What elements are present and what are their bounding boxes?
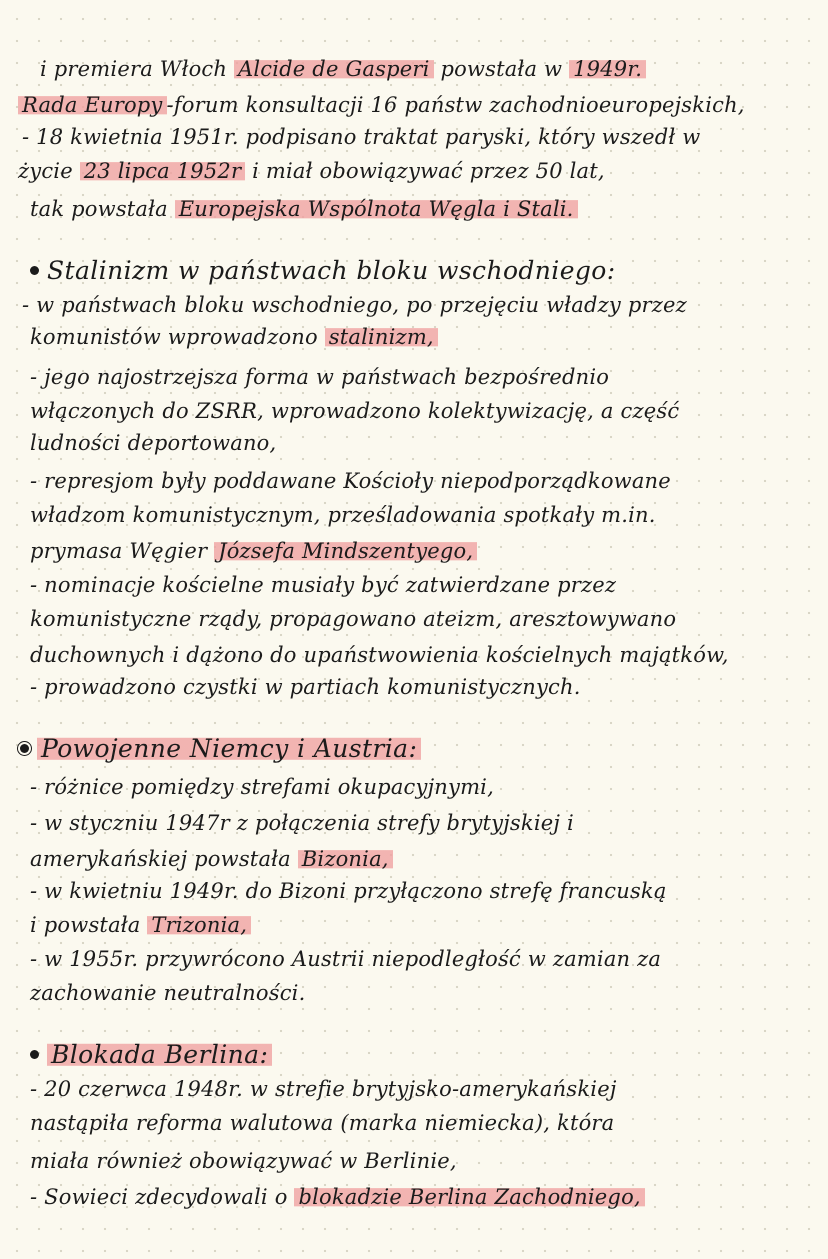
text-run: nastąpiła reforma walutowa (marka niemiecka), która [30, 1111, 615, 1135]
highlighted-text: Józsefa Mindszentyego, [214, 539, 477, 563]
highlighted-text: Alcide de Gasperi [234, 57, 434, 81]
text-run: życie [18, 159, 80, 183]
note-line [0, 978, 828, 1008]
text-run: duchownych i dążono do upaństwowienia kościelnych majątków, [30, 643, 729, 667]
text-run: komunistów wprowadzono [30, 325, 325, 349]
highlighted-text: stalinizm, [325, 325, 438, 349]
heading-stalinizm [0, 256, 828, 286]
text-run: władzom komunistycznym, prześladowania spotkały m.in. [30, 503, 656, 527]
text-run: - w państwach bloku wschodniego, po przejęciu władzy przez [22, 293, 687, 317]
text-run: i miał obowiązywać przez 50 lat, [245, 159, 605, 183]
text-run: amerykańskiej powstała [30, 847, 298, 871]
highlighted-text: Blokada Berlina: [47, 1040, 272, 1069]
note-line [0, 672, 828, 702]
note-line [0, 194, 828, 224]
heading-powojenne-niemcy [0, 734, 828, 764]
text-run: - Sowieci zdecydowali o [30, 1185, 295, 1209]
note-line [0, 322, 828, 352]
note-line [0, 54, 828, 84]
bullet-icon [30, 1050, 39, 1059]
heading-blokada-berlina [0, 1040, 828, 1070]
text-run: Stalinizm w państwach bloku wschodniego: [47, 256, 616, 285]
text-run: zachowanie neutralności. [30, 981, 306, 1005]
highlighted-text: 1949r. [569, 57, 646, 81]
note-line [0, 290, 828, 320]
text-run: i powstała [30, 913, 148, 937]
highlighted-text: Powojenne Niemcy i Austria: [37, 734, 421, 763]
note-line [0, 1146, 828, 1176]
text-run: - w 1955r. przywrócono Austrii niepodległość w zamian za [30, 947, 662, 971]
note-line [0, 396, 828, 426]
note-line [0, 876, 828, 906]
highlighted-text: Rada Europy [18, 93, 167, 117]
note-line [0, 604, 828, 634]
note-line [0, 1108, 828, 1138]
note-line [0, 570, 828, 600]
highlighted-text: Europejska Wspólnota Węgla i Stali. [175, 197, 578, 221]
text-run: i premiera Włoch [40, 57, 234, 81]
note-line [0, 466, 828, 496]
note-line [0, 844, 828, 874]
note-line [0, 944, 828, 974]
note-line [0, 640, 828, 670]
note-line [0, 772, 828, 802]
text-run: -forum konsultacji 16 państw zachodnioeuropejskich, [166, 93, 745, 117]
text-run: powstała w [433, 57, 570, 81]
note-line [0, 362, 828, 392]
text-run: - represjom były poddawane Kościoły niepodporządkowane [30, 469, 671, 493]
highlighted-text: 23 lipca 1952r [80, 159, 246, 183]
text-run: prymasa Węgier [30, 539, 215, 563]
text-run: - 18 kwietnia 1951r. podpisano traktat paryski, który wszedł w [22, 125, 701, 149]
note-line [0, 90, 828, 120]
text-run: - w styczniu 1947r z połączenia strefy brytyjskiej i [30, 811, 574, 835]
highlighted-text: Bizonia, [298, 847, 393, 871]
note-line [0, 156, 828, 186]
note-line [0, 910, 828, 940]
text-run: - w kwietniu 1949r. do Bizoni przyłączono strefę francuską [30, 879, 667, 903]
highlighted-text: Trizonia, [147, 913, 251, 937]
text-run: komunistyczne rządy, propagowano ateizm, aresztowywano [30, 607, 677, 631]
note-line [0, 500, 828, 530]
note-line [0, 1074, 828, 1104]
text-run: - nominacje kościelne musiały być zatwierdzane przez [30, 573, 617, 597]
note-line [0, 808, 828, 838]
note-line [0, 536, 828, 566]
note-line [0, 122, 828, 152]
text-run: włączonych do ZSRR, wprowadzono kolektywizację, a część [30, 399, 680, 423]
highlighted-text: blokadzie Berlina Zachodniego, [294, 1185, 644, 1209]
note-line [0, 428, 828, 458]
bullet-icon [20, 744, 29, 753]
note-line [0, 1182, 828, 1212]
text-run: - różnice pomiędzy strefami okupacyjnymi, [30, 775, 494, 799]
text-run: - prowadzono czystki w partiach komunistycznych. [30, 675, 581, 699]
bullet-icon [30, 266, 39, 275]
text-run: tak powstała [30, 197, 175, 221]
text-run: ludności deportowano, [30, 431, 277, 455]
text-run: miała również obowiązywać w Berlinie, [30, 1149, 457, 1173]
text-run: - 20 czerwca 1948r. w strefie brytyjsko-amerykańskiej [30, 1077, 617, 1101]
text-run: - jego najostrzejsza forma w państwach bezpośrednio [30, 365, 610, 389]
